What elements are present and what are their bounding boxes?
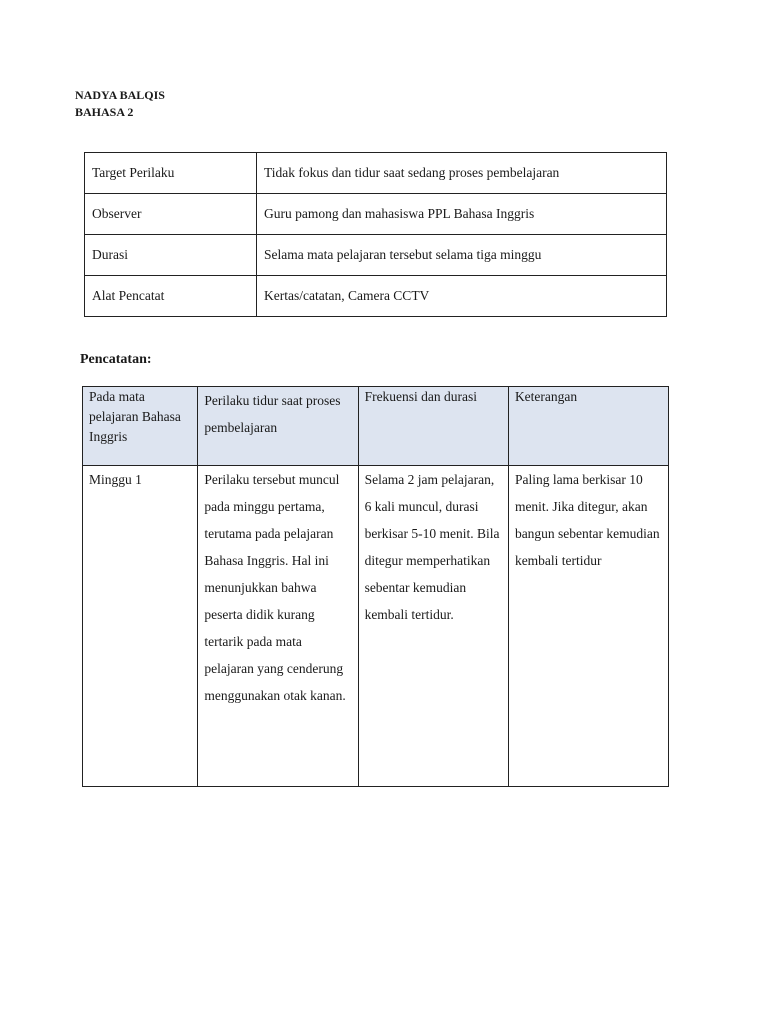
column-header: Perilaku tidur saat proses pembelajaran xyxy=(198,387,358,466)
info-value: Tidak fokus dan tidur saat sedang proses pembelajaran xyxy=(257,153,667,194)
frequency-cell: Selama 2 jam pelajaran, 6 kali muncul, durasi berkisar 5-10 menit. Bila ditegur memperhatikan sebentar kemudian kembali tertidur. xyxy=(358,466,508,787)
table-row xyxy=(85,153,667,194)
column-header: Keterangan xyxy=(508,387,668,466)
info-label: Durasi xyxy=(85,235,257,276)
student-name: NADYA BALQIS xyxy=(75,88,165,102)
week-cell: Minggu 1 xyxy=(83,466,198,787)
info-label: Observer xyxy=(85,194,257,235)
document-header xyxy=(75,87,165,121)
table-row xyxy=(85,194,667,235)
behavior-cell: Perilaku tersebut muncul pada minggu pertama, terutama pada pelajaran Bahasa Inggris. Hal ini menunjukkan bahwa peserta didik kurang tertarik pada mata pelajaran yang cenderung menggunakan otak kanan. xyxy=(198,466,358,787)
student-class: BAHASA 2 xyxy=(75,105,134,119)
info-value: Guru pamong dan mahasiswa PPL Bahasa Inggris xyxy=(257,194,667,235)
info-value: Kertas/catatan, Camera CCTV xyxy=(257,276,667,317)
notes-cell: Paling lama berkisar 10 menit. Jika ditegur, akan bangun sebentar kemudian kembali tertidur xyxy=(508,466,668,787)
info-value: Selama mata pelajaran tersebut selama tiga minggu xyxy=(257,235,667,276)
info-label: Target Perilaku xyxy=(85,153,257,194)
recording-table xyxy=(82,386,669,787)
table-row xyxy=(83,466,669,787)
info-label: Alat Pencatat xyxy=(85,276,257,317)
behavior-info-table xyxy=(84,152,667,317)
table-header-row xyxy=(83,387,669,466)
section-title: Pencatatan: xyxy=(80,352,152,367)
column-header: Frekuensi dan durasi xyxy=(358,387,508,466)
table-row xyxy=(85,276,667,317)
column-header: Pada mata pelajaran Bahasa Inggris xyxy=(83,387,198,466)
table-row xyxy=(85,235,667,276)
